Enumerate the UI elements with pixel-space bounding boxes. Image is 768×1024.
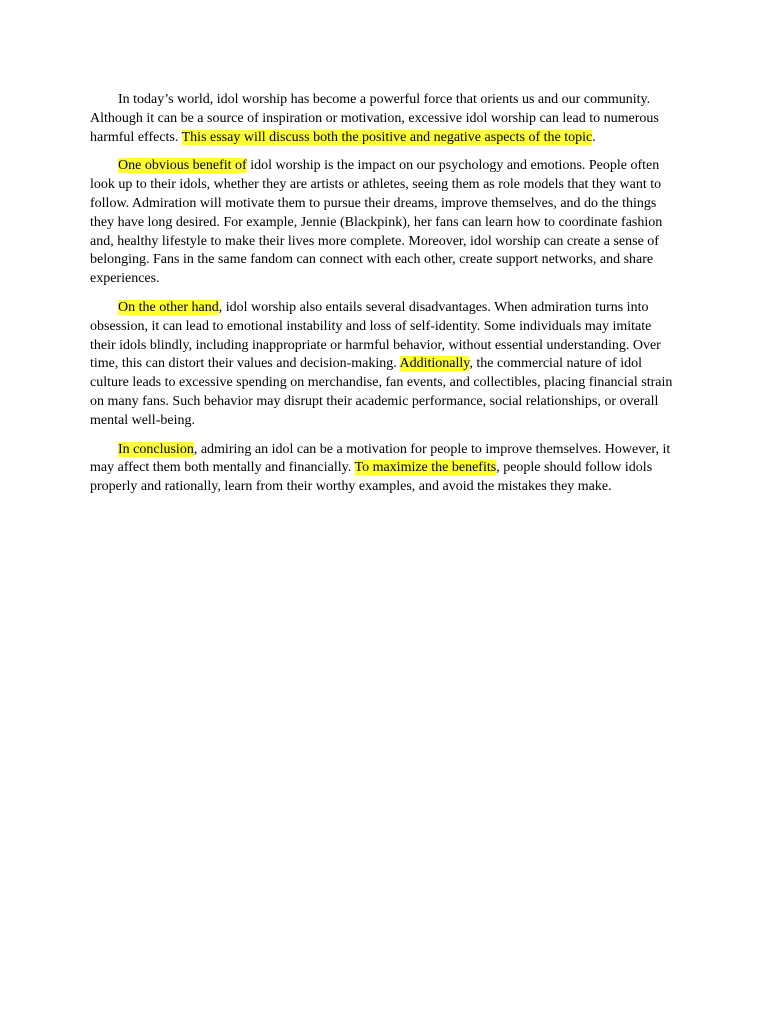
highlighted-thesis: This essay will discuss both the positive and negative aspects of the topic [181,129,593,145]
highlighted-benefit-phrase: One obvious benefit of [118,158,247,174]
paragraph-disadvantages [90,299,678,431]
conclusion-text-1: , admiring an idol can be a motivation for people to improve themselves. However, it may affect them both mentally and financially. [90,441,671,476]
highlighted-maximize: To maximize the benefits [354,460,497,476]
highlighted-other-hand: On the other hand [118,299,219,315]
paragraph-introduction [90,91,678,147]
disadvantages-text-1: , idol worship also entails several disadvantages. When admiration turns into obsession, it can lead to emotional instability and loss of self-identity. Some individuals may imitate their idols blindly, including inappropriate or harmful behavior, without essential understanding. Over time, this can distort their values and decision-making. [90,299,661,372]
highlighted-in-conclusion: In conclusion [118,441,194,457]
intro-period: . [592,129,596,145]
intro-text: In today’s world, idol worship has become a powerful force that orients us and our community. Although it can be a source of inspiration or motivation, excessive idol worship can lead to numerous harmful effects. [90,92,659,145]
paragraph-conclusion [90,441,678,497]
paragraph-benefits [90,157,678,289]
benefits-text: idol worship is the impact on our psychology and emotions. People often look up to their idols, whether they are artists or athletes, seeing them as role models that they want to follow. Admiration will motivate them to pursue their dreams, improve themselves, and do the things they have long desired. For example, Jennie (Blackpink), her fans can learn how to coordinate fashion and, healthy lifestyle to make their lives more complete. Moreover, idol worship can create a sense of belonging. Fans in the same fandom can connect with each other, create support networks, and share experiences. [90,158,663,287]
essay-body [90,91,678,507]
highlighted-additionally: Additionally [399,356,470,372]
disadvantages-text-2: , the commercial nature of idol culture leads to excessive spending on merchandise, fan events, and collectibles, placing financial strain on many fans. Such behavior may disrupt their academic performance, social relationships, or overall mental well-being. [90,356,673,428]
conclusion-text-2: , people should follow idols properly and rationally, learn from their worthy examples, and avoid the mistakes they make. [90,460,653,495]
